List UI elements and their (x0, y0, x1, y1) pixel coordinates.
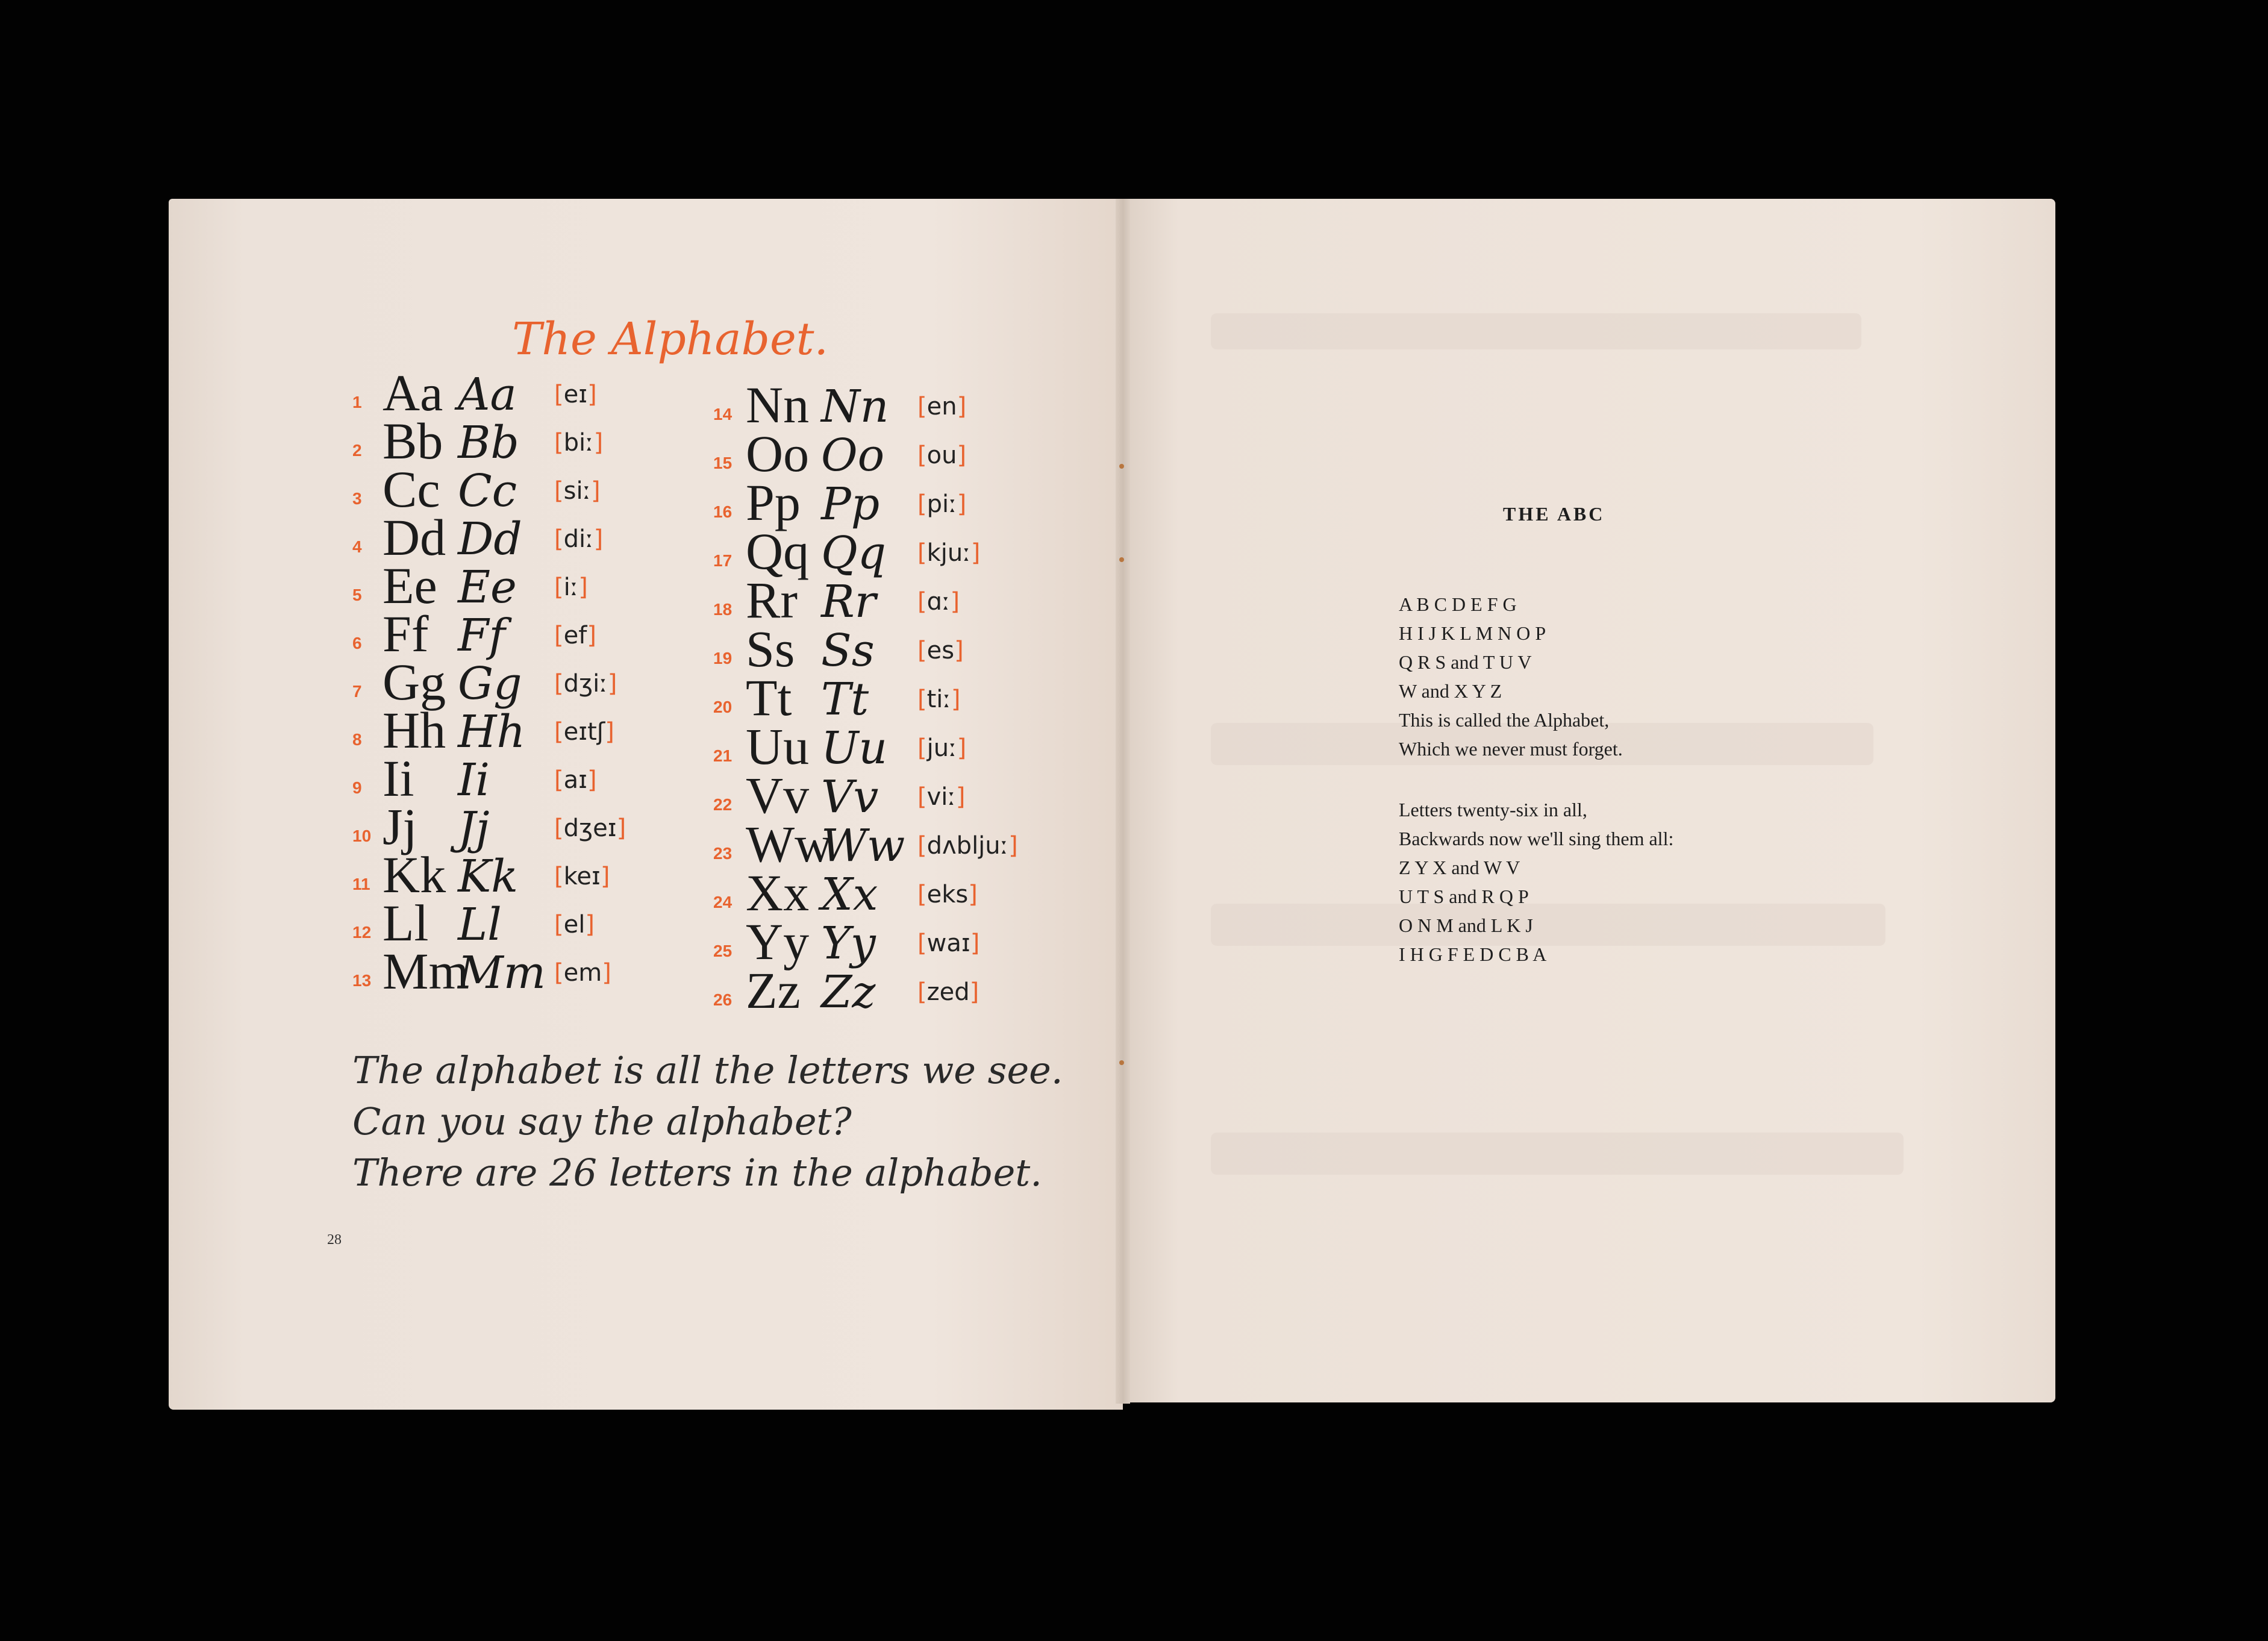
print-letters: Bb (383, 412, 443, 470)
poem-line: This is called the Alphabet, (1399, 709, 1610, 731)
ipa-text: ou (926, 442, 957, 469)
bracket-close: ] (585, 911, 595, 939)
bracket-open: [ (554, 670, 564, 698)
pronunciation (917, 783, 965, 811)
bracket-open: [ (554, 814, 564, 842)
print-letters: Qq (746, 522, 810, 580)
script-letters: Tt (821, 674, 869, 725)
pronunciation (554, 381, 597, 408)
print-letters: Mm (383, 942, 469, 1000)
bracket-close: ] (969, 978, 979, 1006)
bracket-close: ] (970, 539, 981, 567)
letter-number: 8 (352, 730, 362, 749)
print-letters: Uu (746, 717, 810, 775)
bracket-open: [ (554, 381, 564, 408)
letter-number: 18 (713, 600, 733, 619)
bracket-close: ] (616, 814, 626, 842)
ipa-text: keɪ (563, 863, 601, 890)
script-letters: Ll (458, 899, 502, 951)
ipa-text: ef (563, 622, 587, 649)
bracket-close: ] (600, 863, 610, 890)
letter-number: 24 (713, 893, 733, 911)
pronunciation (554, 477, 601, 505)
sentence-2: Can you say the alphabet? (352, 1099, 852, 1143)
ipa-text: piː (926, 490, 957, 518)
bracket-open: [ (554, 622, 564, 649)
sentence-1: The alphabet is all the letters we see. (352, 1048, 1063, 1092)
script-letters: Qq (821, 527, 887, 579)
letter-number: 11 (352, 875, 370, 893)
letter-number: 23 (713, 844, 733, 863)
show-through-mark (1211, 313, 1861, 349)
print-letters: Tt (746, 669, 792, 727)
bracket-close: ] (593, 525, 604, 553)
script-letters: Bb (458, 417, 519, 469)
bracket-close: ] (602, 959, 611, 987)
alphabet-row (713, 961, 1053, 1019)
pronunciation (917, 393, 966, 420)
poem-line: I H G F E D C B A (1399, 943, 1547, 965)
show-through-mark (1211, 904, 1885, 946)
alphabet-row (713, 864, 1053, 922)
bracket-close: ] (957, 490, 967, 518)
pronunciation (917, 490, 966, 518)
ipa-text: kjuː (926, 539, 971, 567)
letter-number: 26 (713, 990, 733, 1009)
pronunciation (917, 734, 966, 762)
script-letters: Ff (458, 610, 505, 661)
poem-title: THE ABC (1503, 503, 1605, 525)
pronunciation (554, 814, 626, 842)
bracket-open: [ (554, 766, 564, 794)
bracket-close: ] (957, 393, 967, 420)
alphabet-row (713, 669, 1053, 727)
show-through-mark (1211, 1133, 1904, 1175)
alphabet-row (352, 653, 690, 711)
bracket-open: [ (917, 686, 927, 713)
ipa-text: eɪtʃ (563, 718, 605, 746)
bracket-open: [ (917, 442, 927, 469)
print-letters: Yy (746, 913, 810, 971)
print-letters: Nn (746, 376, 810, 434)
letter-number: 17 (713, 551, 733, 570)
alphabet-row (713, 376, 1053, 434)
script-letters: Zz (821, 966, 876, 1018)
bracket-open: [ (554, 718, 564, 746)
print-letters: Ll (383, 894, 429, 952)
binding-staple-mark (1119, 1060, 1124, 1065)
pronunciation (554, 911, 595, 939)
sentence-3: There are 26 letters in the alphabet. (352, 1151, 1042, 1195)
pronunciation (554, 670, 617, 698)
script-letters: Aa (458, 369, 517, 420)
poem-line: O N M and L K J (1399, 914, 1533, 936)
binding-staple-mark (1119, 464, 1124, 469)
bracket-open: [ (554, 959, 564, 987)
print-letters: Pp (746, 474, 801, 531)
book-gutter (1116, 199, 1130, 1404)
pronunciation (554, 766, 597, 794)
alphabet-row (352, 798, 690, 855)
script-letters: Vv (821, 771, 879, 823)
poem-line: Z Y X and W V (1399, 857, 1520, 878)
script-letters: Xx (821, 869, 878, 921)
alphabet-row (352, 364, 690, 422)
script-letters: Rr (821, 576, 876, 628)
script-letters: Gg (458, 658, 522, 710)
right-page (1123, 199, 2055, 1402)
print-letters: Ff (383, 605, 429, 663)
bracket-open: [ (917, 783, 927, 811)
pronunciation (917, 978, 979, 1006)
alphabet-row (713, 620, 1053, 678)
letter-number: 20 (713, 698, 733, 716)
bracket-close: ] (1008, 832, 1018, 860)
ipa-text: siː (563, 477, 592, 505)
pronunciation (554, 574, 588, 601)
script-letters: Ii (458, 754, 490, 806)
alphabet-row (713, 913, 1053, 971)
letter-number: 13 (352, 971, 372, 990)
alphabet-row (713, 717, 1053, 775)
bracket-open: [ (917, 832, 927, 860)
bracket-close: ] (587, 622, 596, 649)
alphabet-row (713, 766, 1053, 824)
script-letters: Hh (458, 706, 526, 758)
poem-line: Q R S and T U V (1399, 651, 1532, 673)
alphabet-row (713, 571, 1053, 629)
bracket-open: [ (917, 930, 927, 957)
print-letters: Cc (383, 460, 440, 518)
ipa-text: viː (926, 783, 956, 811)
letter-number: 12 (352, 923, 372, 942)
bracket-close: ] (955, 783, 966, 811)
ipa-text: waɪ (926, 930, 970, 957)
poem-line: U T S and R Q P (1399, 886, 1529, 907)
bracket-close: ] (587, 381, 597, 408)
pronunciation (554, 863, 610, 890)
bracket-open: [ (554, 429, 564, 457)
bracket-open: [ (554, 911, 564, 939)
ipa-text: diː (563, 525, 594, 553)
poem-line: W and X Y Z (1399, 680, 1502, 702)
bracket-close: ] (951, 686, 961, 713)
ipa-text: aɪ (563, 766, 587, 794)
ipa-text: juː (926, 734, 957, 762)
alphabet-row (352, 460, 690, 518)
poem-line: A B C D E F G (1399, 593, 1517, 615)
print-letters: Aa (383, 364, 443, 422)
print-letters: Ii (383, 749, 414, 807)
pronunciation (917, 442, 966, 469)
ipa-text: dʒeɪ (563, 814, 617, 842)
print-letters: Xx (746, 864, 810, 922)
bracket-close: ] (607, 670, 617, 698)
alphabet-row (352, 701, 690, 759)
alphabet-row (352, 412, 690, 470)
pronunciation (554, 622, 596, 649)
binding-staple-mark (1119, 557, 1124, 562)
bracket-open: [ (917, 490, 927, 518)
bracket-close: ] (954, 637, 964, 664)
ipa-text: tiː (926, 686, 951, 713)
bracket-close: ] (957, 442, 967, 469)
bracket-open: [ (917, 539, 927, 567)
letter-number: 2 (352, 441, 362, 460)
bracket-close: ] (578, 574, 588, 601)
letter-number: 19 (713, 649, 733, 667)
script-letters: Ee (458, 561, 517, 613)
bracket-open: [ (554, 863, 564, 890)
bracket-open: [ (554, 574, 564, 601)
pronunciation (917, 881, 978, 908)
letter-number: 3 (352, 489, 362, 508)
ipa-text: eks (926, 881, 969, 908)
ipa-text: dʌbljuː (926, 832, 1009, 860)
letter-number: 22 (713, 795, 733, 814)
letter-number: 9 (352, 778, 362, 797)
print-letters: Ww (746, 815, 833, 873)
pronunciation (917, 930, 979, 957)
alphabet-row (713, 815, 1053, 873)
poem-line: Letters twenty-six in all, (1399, 799, 1587, 820)
pronunciation (917, 588, 960, 616)
bracket-close: ] (970, 930, 980, 957)
print-letters: Gg (383, 653, 446, 711)
pronunciation (917, 539, 980, 567)
alphabet-row (352, 942, 690, 1000)
alphabet-title: The Alphabet. (512, 313, 829, 365)
bracket-open: [ (917, 978, 927, 1006)
letter-number: 21 (713, 746, 733, 765)
script-letters: Jj (458, 802, 490, 854)
alphabet-row (713, 474, 1053, 531)
bracket-close: ] (587, 766, 597, 794)
script-letters: Kk (458, 851, 519, 902)
script-letters: Ss (821, 625, 875, 677)
alphabet-row (352, 508, 690, 566)
pronunciation (554, 525, 603, 553)
poem-line: H I J K L M N O P (1399, 622, 1546, 644)
letter-number: 16 (713, 502, 733, 521)
script-letters: Pp (821, 478, 880, 530)
print-letters: Ss (746, 620, 795, 678)
bracket-close: ] (605, 718, 614, 746)
letter-number: 7 (352, 682, 362, 701)
ipa-text: dʒiː (563, 670, 608, 698)
pronunciation (917, 637, 964, 664)
ipa-text: ɑː (926, 588, 951, 616)
page-number: 28 (327, 1232, 342, 1248)
print-letters: Rr (746, 571, 798, 629)
bracket-close: ] (591, 477, 601, 505)
letter-number: 14 (713, 405, 733, 424)
bracket-open: [ (917, 734, 927, 762)
letter-number: 25 (713, 942, 733, 960)
pronunciation (554, 429, 603, 457)
ipa-text: biː (563, 429, 594, 457)
ipa-text: em (563, 959, 602, 987)
letter-number: 6 (352, 634, 362, 652)
ipa-text: el (563, 911, 586, 939)
script-letters: Oo (821, 430, 885, 481)
ipa-text: zed (926, 978, 970, 1006)
ipa-text: iː (563, 574, 579, 601)
print-letters: Zz (746, 961, 801, 1019)
script-letters: Uu (821, 722, 888, 774)
pronunciation (554, 718, 614, 746)
pronunciation (554, 959, 611, 987)
bracket-close: ] (968, 881, 978, 908)
bracket-close: ] (957, 734, 967, 762)
letter-number: 4 (352, 537, 362, 556)
alphabet-row (352, 894, 690, 952)
print-letters: Vv (746, 766, 810, 824)
bracket-open: [ (554, 525, 564, 553)
script-letters: Yy (821, 917, 876, 969)
bracket-close: ] (950, 588, 960, 616)
print-letters: Oo (746, 425, 810, 483)
print-letters: Hh (383, 701, 446, 759)
script-letters: Nn (821, 381, 889, 433)
bracket-open: [ (917, 637, 927, 664)
script-letters: Cc (458, 465, 517, 517)
print-letters: Jj (383, 798, 417, 855)
bracket-open: [ (554, 477, 564, 505)
bracket-open: [ (917, 881, 927, 908)
bracket-open: [ (917, 588, 927, 616)
alphabet-row (713, 522, 1053, 580)
ipa-text: en (926, 393, 957, 420)
alphabet-row (713, 425, 1053, 483)
ipa-text: eɪ (563, 381, 588, 408)
bracket-close: ] (593, 429, 604, 457)
print-letters: Kk (383, 846, 446, 904)
script-letters: Mm (458, 947, 546, 999)
pronunciation (917, 832, 1018, 860)
letter-number: 1 (352, 393, 362, 411)
script-letters: Ww (821, 820, 905, 872)
print-letters: Ee (383, 557, 437, 614)
script-letters: Dd (458, 513, 522, 565)
ipa-text: es (926, 637, 955, 664)
alphabet-row (352, 846, 690, 904)
alphabet-row (352, 605, 690, 663)
letter-number: 5 (352, 586, 362, 604)
alphabet-row (352, 557, 690, 614)
pronunciation (917, 686, 961, 713)
poem-line: Backwards now we'll sing them all: (1399, 828, 1674, 849)
print-letters: Dd (383, 508, 446, 566)
poem-line: Which we never must forget. (1399, 738, 1623, 760)
letter-number: 10 (352, 827, 372, 845)
alphabet-row (352, 749, 690, 807)
letter-number: 15 (713, 454, 733, 472)
bracket-open: [ (917, 393, 927, 420)
